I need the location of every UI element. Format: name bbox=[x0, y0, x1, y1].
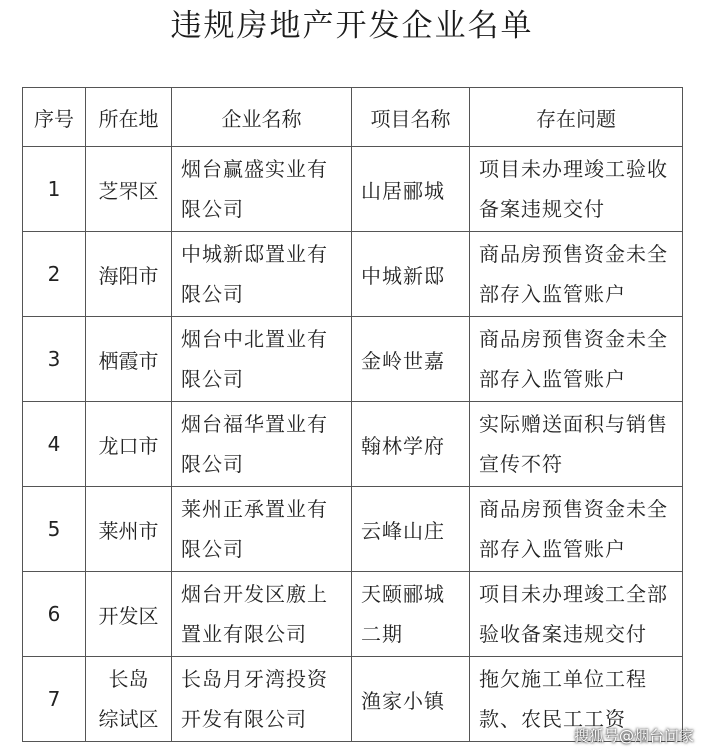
header-no: 序号 bbox=[23, 88, 86, 147]
cell-project: 山居郦城 bbox=[352, 147, 470, 232]
cell-place: 栖霞市 bbox=[86, 317, 172, 402]
cell-issue: 拖欠施工单位工程 款、农民工工资 bbox=[470, 657, 683, 742]
cell-project: 金岭世嘉 bbox=[352, 317, 470, 402]
cell-no: 7 bbox=[23, 657, 86, 742]
header-project: 项目名称 bbox=[352, 88, 470, 147]
cell-place: 海阳市 bbox=[86, 232, 172, 317]
cell-issue: 项目未办理竣工全部 验收备案违规交付 bbox=[470, 572, 683, 657]
cell-company: 长岛月牙湾投资 开发有限公司 bbox=[172, 657, 352, 742]
cell-no: 2 bbox=[23, 232, 86, 317]
cell-no: 5 bbox=[23, 487, 86, 572]
cell-place: 龙口市 bbox=[86, 402, 172, 487]
cell-place: 芝罘区 bbox=[86, 147, 172, 232]
header-company: 企业名称 bbox=[172, 88, 352, 147]
header-place: 所在地 bbox=[86, 88, 172, 147]
watermark: 搜狐号@烟台问家 bbox=[573, 727, 694, 745]
cell-company: 中城新邸置业有 限公司 bbox=[172, 232, 352, 317]
header-issue: 存在问题 bbox=[470, 88, 683, 147]
table-row bbox=[23, 572, 683, 657]
cell-issue: 商品房预售资金未全 部存入监管账户 bbox=[470, 487, 683, 572]
cell-project: 天颐郦城 二期 bbox=[352, 572, 470, 657]
cell-place: 开发区 bbox=[86, 572, 172, 657]
table-row bbox=[23, 317, 683, 402]
table-row bbox=[23, 402, 683, 487]
cell-issue: 项目未办理竣工验收 备案违规交付 bbox=[470, 147, 683, 232]
cell-issue: 商品房预售资金未全 部存入监管账户 bbox=[470, 232, 683, 317]
cell-issue: 商品房预售资金未全 部存入监管账户 bbox=[470, 317, 683, 402]
cell-no: 4 bbox=[23, 402, 86, 487]
table-header-row bbox=[23, 88, 683, 147]
cell-no: 3 bbox=[23, 317, 86, 402]
cell-issue: 实际赠送面积与销售 宣传不符 bbox=[470, 402, 683, 487]
page-title: 违规房地产开发企业名单 bbox=[170, 8, 534, 44]
cell-no: 1 bbox=[23, 147, 86, 232]
table-row bbox=[23, 147, 683, 232]
cell-no: 6 bbox=[23, 572, 86, 657]
cell-company: 烟台开发区廒上 置业有限公司 bbox=[172, 572, 352, 657]
violations-table bbox=[22, 87, 683, 742]
cell-project: 翰林学府 bbox=[352, 402, 470, 487]
cell-company: 烟台福华置业有 限公司 bbox=[172, 402, 352, 487]
cell-company: 烟台中北置业有 限公司 bbox=[172, 317, 352, 402]
cell-company: 烟台赢盛实业有 限公司 bbox=[172, 147, 352, 232]
table-row bbox=[23, 487, 683, 572]
cell-project: 云峰山庄 bbox=[352, 487, 470, 572]
cell-project: 中城新邸 bbox=[352, 232, 470, 317]
table-row bbox=[23, 232, 683, 317]
cell-place: 长岛 综试区 bbox=[86, 657, 172, 742]
cell-project: 渔家小镇 bbox=[352, 657, 470, 742]
cell-place: 莱州市 bbox=[86, 487, 172, 572]
cell-company: 莱州正承置业有 限公司 bbox=[172, 487, 352, 572]
